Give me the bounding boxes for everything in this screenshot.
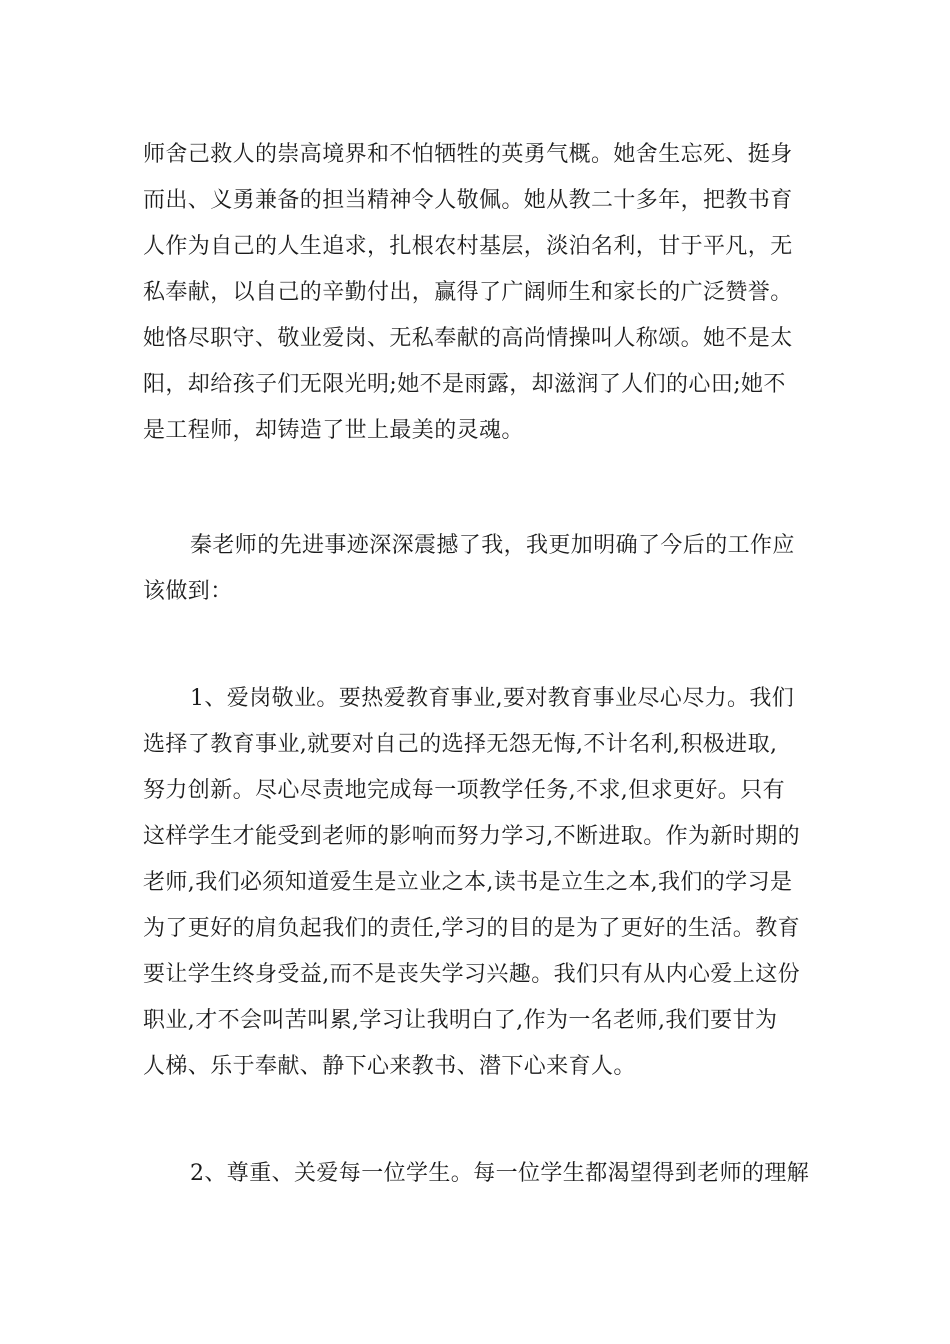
paragraph-2-line-2: 该做到： — [143, 579, 233, 604]
paragraph-1-line-2: 而出、义勇兼备的担当精神令人敬佩。她从教二十多年，把教书育 — [143, 188, 793, 213]
paragraph-4-line-1: 2、尊重、关爱每一位学生。每一位学生都渴望得到老师的理解 — [190, 1161, 810, 1186]
paragraph-3-line-3: 努力创新。尽心尽责地完成每一项教学任务,不求,但求更好。只有 — [143, 778, 785, 803]
paragraph-3-line-5: 老师,我们必须知道爱生是立业之本,读书是立生之本,我们的学习是 — [143, 870, 793, 895]
paragraph-3-line-4: 这样学生才能受到老师的影响而努力学习,不断进取。作为新时期的 — [143, 824, 800, 849]
paragraph-3-line-6: 为了更好的肩负起我们的责任,学习的目的是为了更好的生活。教育 — [143, 916, 800, 941]
paragraph-3-line-1: 1、爱岗敬业。要热爱教育事业,要对教育事业尽心尽力。我们 — [190, 686, 795, 711]
paragraph-3-line-9: 人梯、乐于奉献、静下心来教书、潜下心来育人。 — [143, 1054, 636, 1079]
paragraph-1-line-7: 是工程师，却铸造了世上最美的灵魂。 — [143, 418, 524, 443]
paragraph-3-line-2: 选择了教育事业,就要对自己的选择无怨无悔,不计名利,积极进取, — [143, 732, 778, 757]
paragraph-3-line-8: 职业,才不会叫苦叫累,学习让我明白了,作为一名老师,我们要甘为 — [143, 1008, 778, 1033]
paragraph-1-line-4: 私奉献，以自己的辛勤付出，赢得了广阔师生和家长的广泛赞誉。 — [143, 280, 793, 305]
paragraph-1-line-5: 她恪尽职守、敬业爱岗、无私奉献的高尚情操叫人称颂。她不是太 — [143, 326, 793, 351]
paragraph-1-line-1: 师舍己救人的崇高境界和不怕牺牲的英勇气概。她舍生忘死、挺身 — [143, 142, 793, 167]
paragraph-1-line-3: 人作为自己的人生追求，扎根农村基层，淡泊名利，甘于平凡，无 — [143, 234, 793, 259]
paragraph-1-line-6: 阳，却给孩子们无限光明;她不是雨露，却滋润了人们的心田;她不 — [143, 372, 786, 397]
paragraph-2-line-1: 秦老师的先进事迹深深震撼了我，我更加明确了今后的工作应 — [190, 533, 795, 558]
paragraph-3-line-7: 要让学生终身受益,而不是丧失学习兴趣。我们只有从内心爱上这份 — [143, 962, 800, 987]
